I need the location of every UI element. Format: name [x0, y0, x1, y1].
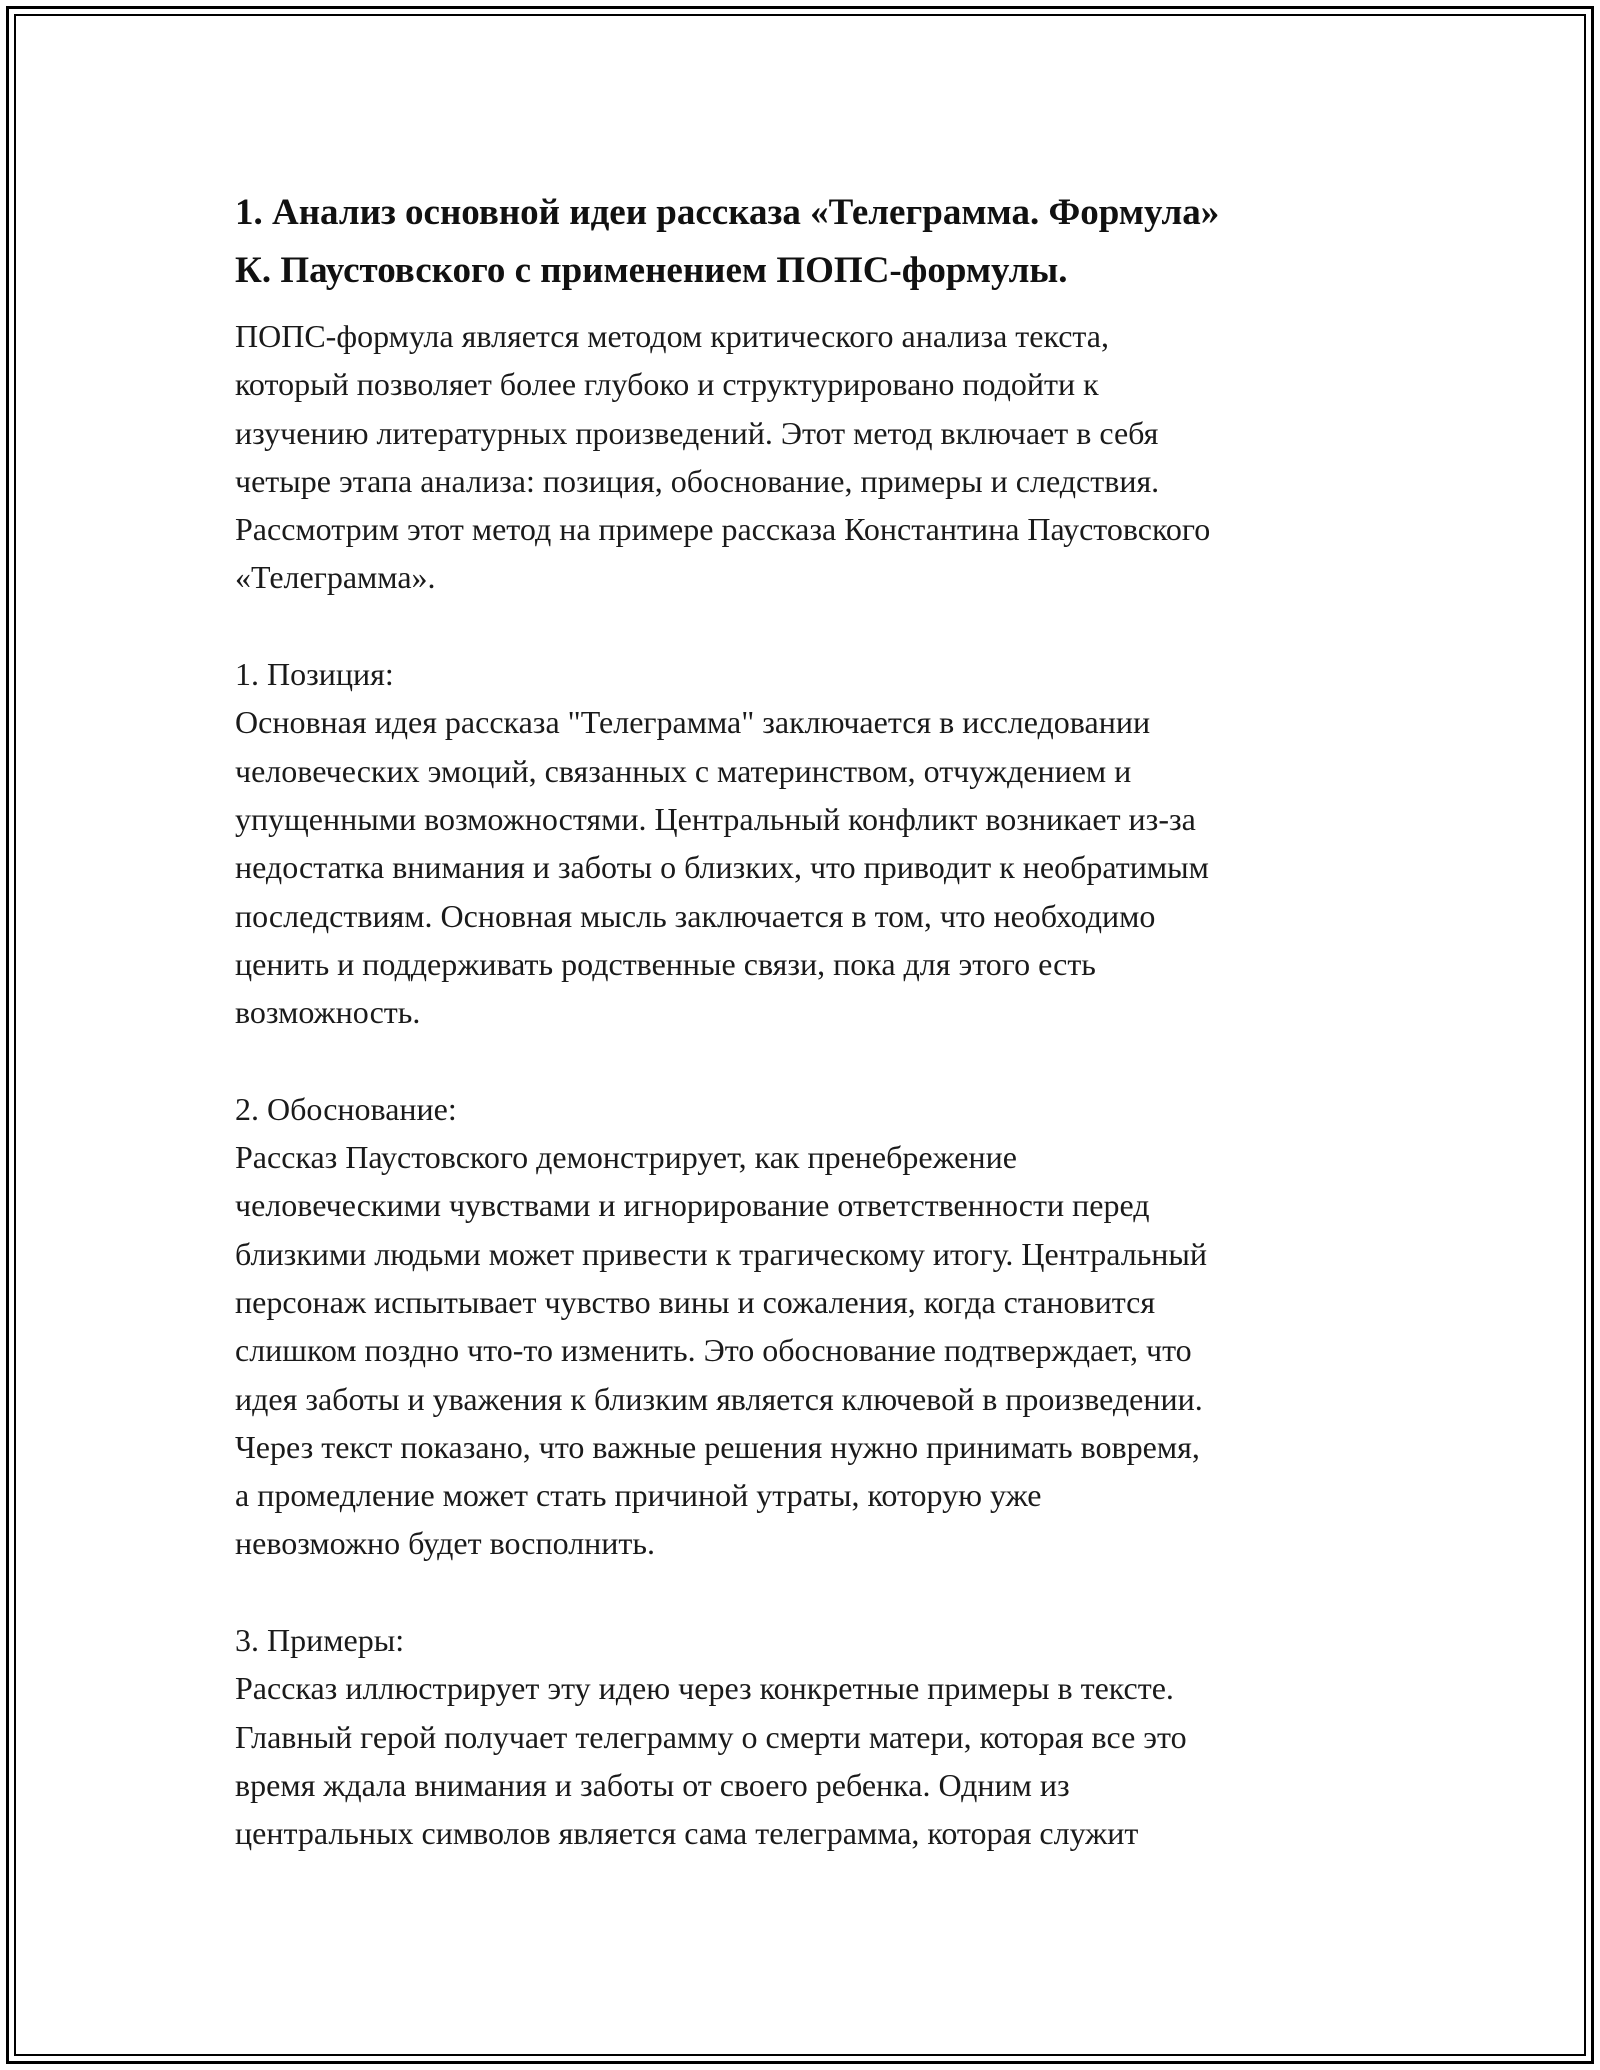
section-line: последствиям. Основная мысль заключается в том, что необходимо — [235, 897, 1156, 934]
section-line: персонаж испытывает чувство вины и сожаления, когда становится — [235, 1283, 1156, 1320]
section-line: Главный герой получает телеграмму о смерти матери, которая все это — [235, 1718, 1187, 1755]
section-heading: 2. Обоснование: — [235, 1090, 457, 1127]
intro-line: который позволяет более глубоко и структурировано подойти к — [235, 366, 1099, 403]
section-examples — [235, 1616, 1385, 1857]
intro-line: четыре этапа анализа: позиция, обоснование, примеры и следствия. — [235, 462, 1160, 499]
paragraph-spacer — [235, 602, 1385, 650]
section-line: Основная идея рассказа "Телеграмма" заключается в исследовании — [235, 704, 1151, 741]
section-line: упущенными возможностями. Центральный конфликт возникает из-за — [235, 800, 1196, 837]
intro-line: ПОПС-формула является методом критического анализа текста, — [235, 318, 1109, 354]
title-line-1: 1. Анализ основной идеи рассказа «Телеграмма. Формула» — [235, 192, 1220, 233]
section-paragraph — [235, 1133, 1385, 1568]
section-heading: 3. Примеры: — [235, 1622, 405, 1659]
intro-line: изучению литературных произведений. Этот метод включает в себя — [235, 414, 1159, 451]
section-line: идея заботы и уважения к близким является ключевой в произведении. — [235, 1380, 1203, 1417]
intro-line: Рассмотрим этот метод на примере рассказа Константина Паустовского — [235, 511, 1211, 548]
section-paragraph — [235, 698, 1385, 1036]
section-line: центральных символов является сама телеграмма, которая служит — [235, 1815, 1139, 1852]
section-line: Рассказ иллюстрирует эту идею через конкретные примеры в тексте. — [235, 1670, 1174, 1707]
section-line: близкими людьми может привести к трагическому итогу. Центральный — [235, 1235, 1208, 1272]
section-line: невозможно будет восполнить. — [235, 1525, 655, 1562]
section-line: а промедление может стать причиной утраты, которую уже — [235, 1477, 1042, 1514]
section-line: Рассказ Паустовского демонстрирует, как пренебрежение — [235, 1139, 1017, 1176]
section-line: время ждала внимания и заботы от своего ребенка. Одним из — [235, 1766, 1070, 1803]
section-line: возможность. — [235, 994, 421, 1031]
section-line: Через текст показано, что важные решения нужно принимать вовремя, — [235, 1428, 1200, 1465]
section-line: ценить и поддерживать родственные связи, пока для этого есть — [235, 945, 1096, 982]
title-line-2: К. Паустовского с применением ПОПС-формулы. — [235, 250, 1068, 291]
section-heading: 1. Позиция: — [235, 656, 394, 693]
section-justification — [235, 1085, 1385, 1568]
intro-line: «Телеграмма». — [235, 559, 436, 596]
section-line: человеческих эмоций, связанных с материнством, отчуждением и — [235, 752, 1132, 789]
document-title — [235, 184, 1385, 300]
section-line: человеческими чувствами и игнорирование ответственности перед — [235, 1187, 1150, 1224]
section-position — [235, 650, 1385, 1036]
section-line: недостатка внимания и заботы о близких, что приводит к необратимым — [235, 849, 1209, 886]
document-body — [235, 184, 1385, 1858]
section-paragraph — [235, 1664, 1385, 1857]
intro-paragraph — [235, 312, 1385, 602]
paragraph-spacer — [235, 1036, 1385, 1084]
section-line: слишком поздно что-то изменить. Это обоснование подтверждает, что — [235, 1332, 1192, 1369]
paragraph-spacer — [235, 1568, 1385, 1616]
